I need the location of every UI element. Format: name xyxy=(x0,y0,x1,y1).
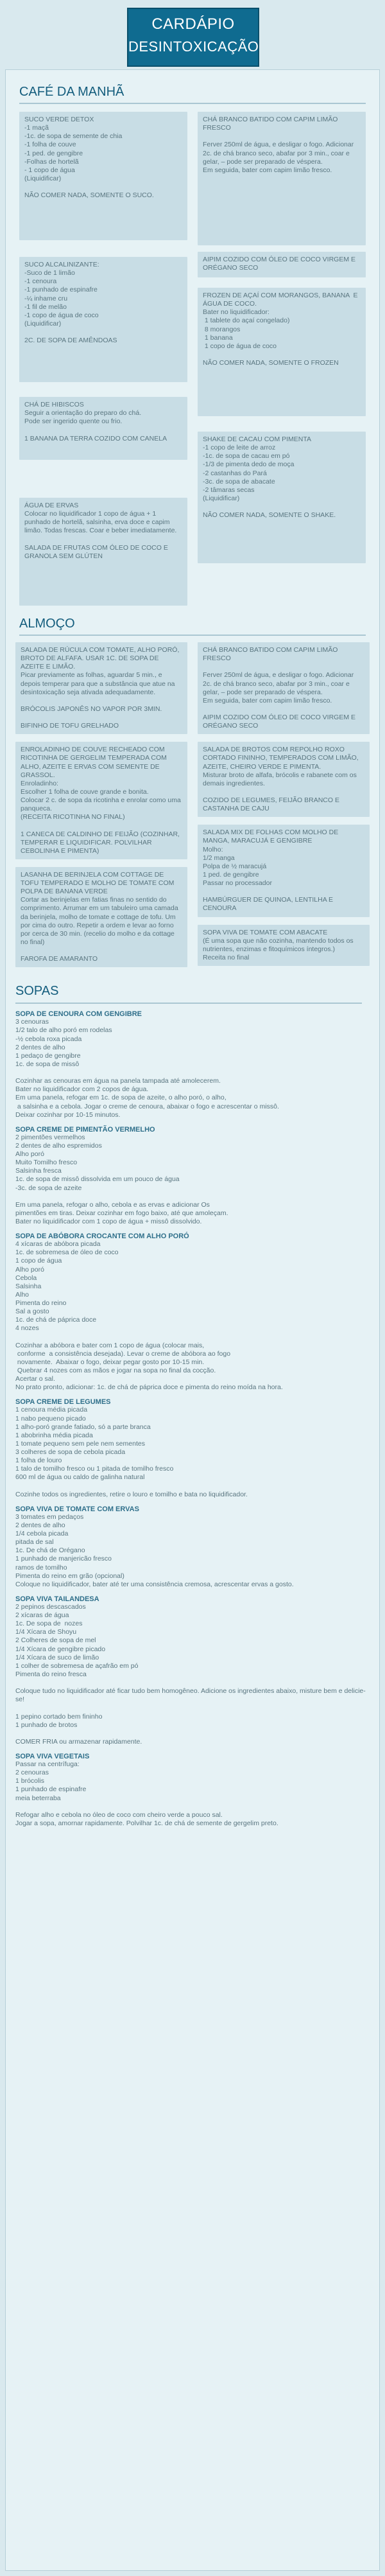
section-title-cafe: CAFÉ DA MANHÃ xyxy=(19,85,124,99)
sopa-item xyxy=(15,1126,370,1226)
sopa-body: 2 pepinos descascados 2 xícaras de água 1c. De sopa de nozes 1/4 Xícara de Shoyu 2 Colheres de sopa de mel 1/4 Xícara de gengibre picado 1/4 Xícara de suco de limão 1 colher de sobremesa de açafrão em pó Pimenta do reino fresca Coloque tudo no liquidificador até ficar tudo bem homogêneo. Adicione os ingredientes abaixo, misture bem e delicie-se! 1 pepino cortado bem fininho 1 punhado de brotos COMER FRIA ou armazenar rapidamente. xyxy=(15,1602,366,1746)
almoco-card-7: SOPA VIVA DE TOMATE COM ABACATE (É uma sopa que não cozinha, mantendo todos os nutrientes, enzimas e fitoquímicos íntegros.) Receita no final xyxy=(198,925,370,967)
cafe-card-5: CHÁ BRANCO BATIDO COM CAPIM LIMÃO FRESCO Ferver 250ml de água, e desligar o fogo. Adicionar 2c. de chá branco seco, abafar por 3 min., coar e gelar, – pode ser preparado de véspera. Em seguida, bater com capim limão fresco. xyxy=(198,112,366,245)
almoco-block xyxy=(15,642,370,1828)
section-title-sopas: SOPAS xyxy=(15,984,59,999)
sopa-item xyxy=(15,1505,370,1589)
section-divider xyxy=(19,635,366,636)
sopa-body: 1 cenoura média picada 1 nabo pequeno picado 1 alho-poró grande fatiado, só a parte branca 1 abobrinha média picada 1 tomate pequeno sem pele nem sementes 3 colheres de sopa de cebola picada 1 folha de louro 1 talo de tomilho fresco ou 1 pitada de tomilho fresco 600 ml de água ou caldo de galinha natural Cozinhe todos os ingredientes, retire o louro e tomilho e bata no liquidificador. xyxy=(15,1406,248,1498)
almoco-card-6: SALADA MIX DE FOLHAS COM MOLHO DE MANGA, MARACUJÁ E GENGIBRE Molho: 1/2 manga Polpa de ½ maracujá 1 ped. de gengibre Passar no processador HAMBÚRGUER DE QUINOA, LENTILHA E CENOURA xyxy=(198,825,370,916)
almoco-card-3: LASANHA DE BERINJELA COM COTTAGE DE TOFU TEMPERADO E MOLHO DE TOMATE COM POLPA DE BANANA VERDE Cortar as berinjelas em fatias finas no sentido do comprimento. Arrumar em um tabuleiro uma camada da berinjela, molho de tomate e cottage de tofu. Um por cima do outro. Repetir a ordem e levar ao forno por cerca de 30 min. (recelio do molho e da cottage no final) FAROFA DE AMARANTO xyxy=(15,867,187,967)
sopa-body: 3 cenouras 1/2 talo de alho poró em rodelas -½ cebola roxa picada 2 dentes de alho 1 pedaço de gengibre 1c. de sopa de missô Cozinhar as cenouras em água na panela tampada até amolecerem. Bater no liquidificador com 2 copos de água. Em uma panela, refogar em 1c. de sopa de azeite, o alho poró, o alho, a salsinha e a cebola. Jogar o creme de cenoura, abaixar o fogo e acrescentar o missô. Deixar cozinhar por 10-15 minutos. xyxy=(15,1018,279,1119)
cafe-card-8: SHAKE DE CACAU COM PIMENTA -1 copo de leite de arroz -1c. de sopa de cacau em pó -1/3 de pimenta dedo de moça -2 castanhas do Pará -3c. de sopa de abacate -2 tâmaras secas (Liquidificar) NÃO COMER NADA, SOMENTE O SHAKE. xyxy=(198,432,366,563)
sopa-title: SOPA VIVA DE TOMATE COM ERVAS xyxy=(15,1505,139,1513)
sopa-body: 3 tomates em pedaços 2 dentes de alho 1/4 cebola picada pitada de sal 1c. De chá de Orégano 1 punhado de manjericão fresco ramos de tomilho Pimenta do reino em grão (opcional) Coloque no liquidificador, bater até ter uma consistência cremosa, acrescentar ervas a gosto. xyxy=(15,1512,294,1588)
sopa-item xyxy=(15,1753,370,1828)
section-title-almoco: ALMOÇO xyxy=(19,617,75,631)
cafe-card-6: AIPIM COZIDO COM ÓLEO DE COCO VIRGEM E ORÉGANO SECO xyxy=(198,252,366,277)
sopa-title: SOPA DE CENOURA COM GENGIBRE xyxy=(15,1010,142,1019)
cafe-card-4: ÁGUA DE ERVAS Colocar no liquidificador 1 copo de água + 1 punhado de hortelã, salsinha, erva doce e capim limão. Todas frescas. Coar e beber imediatamente. SALADA DE FRUTAS COM ÓLEO DE COCO E GRANOLA SEM GLÚTEN xyxy=(19,498,187,606)
banner-subtitle: DESINTOXICAÇÃO xyxy=(128,39,259,55)
sopa-item xyxy=(15,1232,370,1392)
sopa-title: SOPA CREME DE PIMENTÃO VERMELHO xyxy=(15,1125,155,1134)
almoco-card-5: SALADA DE BROTOS COM REPOLHO ROXO CORTADO FININHO, TEMPERADOS COM LIMÃO, AZEITE, CHEIRO VERDE E PIMENTA. Misturar broto de alfafa, brócolis e rabanete com os demais ingredientes. COZIDO DE LEGUMES, FEIJÃO BRANCO E CASTANHA DE CAJU xyxy=(198,742,370,817)
almoco-card-2: ENROLADINHO DE COUVE RECHEADO COM RICOTINHA DE GERGELIM TEMPERADA COM ALHO, AZEITE E ERVAS COM SEMENTE DE GRASSOL. Enroladinho: Escolher 1 folha de couve grande e bonita. Colocar 2 c. de sopa da ricotinha e enrolar como uma panqueca. (RECEITA RICOTINHA NO FINAL) 1 CANECA DE CALDINHO DE FEIJÃO (COZINHAR, TEMPERAR E LIQUIDIFICAR. POLVILHAR CEBOLINHA E PIMENTA) xyxy=(15,742,187,859)
sopa-item xyxy=(15,1010,370,1119)
almoco-card-1: SALADA DE RÚCULA COM TOMATE, ALHO PORÓ, BROTO DE ALFAFA. USAR 1C. DE SOPA DE AZEITE E LIMÃO. Picar previamente as folhas, aguardar 5 min., e depois temperar para que a substância que atue na desintoxicação seja ativada adequadamente. BRÓCOLIS JAPONÊS NO VAPOR POR 3MIN. BIFINHO DE TOFU GRELHADO xyxy=(15,642,187,734)
banner-title: CARDÁPIO xyxy=(151,15,235,33)
sopa-title: SOPA CREME DE LEGUMES xyxy=(15,1398,111,1406)
sopas-list xyxy=(15,1010,370,1828)
sopa-body: Passar na centrífuga: 2 cenouras 1 brócolis 1 punhado de espinafre meia beterraba Refogar alho e cebola no óleo de coco com cheiro verde a pouco sal. Jogar a sopa, amornar rapidamente. Polvilhar 1c. de chá de semente de gergelim preto. xyxy=(15,1760,278,1827)
sopa-item xyxy=(15,1398,370,1498)
sopa-body: 2 pimentões vermelhos 2 dentes de alho espremidos Alho poró Muito Tomilho fresco Salsinha fresca 1c. de sopa de missô dissolvida em um pouco de água -3c. de sopa de azeite Em uma panela, refogar o alho, cebola e as ervas e adicionar Os pimentões em tiras. Deixar cozinhar em fogo baixo, até que amoleçam. Bater no liquidificador com 1 copo de água + missô dissolvido. xyxy=(15,1133,228,1225)
cafe-card-7: FROZEN DE AÇAÍ COM MORANGOS, BANANA E ÁGUA DE COCO. Bater no liquidificador: 1 tablete do açaí congelado) 8 morangos 1 banana 1 copo de água de coco NÃO COMER NADA, SOMENTE O FROZEN xyxy=(198,288,366,416)
section-divider xyxy=(15,1003,362,1004)
section-divider xyxy=(19,103,366,104)
sopa-title: SOPA DE ABÓBORA CROCANTE COM ALHO PORÓ xyxy=(15,1232,189,1241)
header-banner xyxy=(127,8,259,67)
sopa-item xyxy=(15,1595,370,1746)
sopa-title: SOPA VIVA TAILANDESA xyxy=(15,1595,99,1603)
almoco-card-4: CHÁ BRANCO BATIDO COM CAPIM LIMÃO FRESCO Ferver 250ml de água, e desligar o fogo. Adicionar 2c. de chá branco seco, abafar por 3 min., coar e gelar, – pode ser preparado de véspera. Em seguida, bater com capim limão fresco. AIPIM COZIDO COM ÓLEO DE COCO VIRGEM E ORÉGANO SECO xyxy=(198,642,370,734)
cafe-card-3: CHÁ DE HIBISCOS Seguir a orientação do preparo do chá. Pode ser ingerido quente ou frio. 1 BANANA DA TERRA COZIDO COM CANELA xyxy=(19,397,187,460)
sopa-title: SOPA VIVA VEGETAIS xyxy=(15,1753,90,1760)
sopa-body: 4 xícaras de abóbora picada 1c. de sobremesa de óleo de coco 1 copo de água Alho poró Cebola Salsinha Alho Pimenta do reino Sal a gosto 1c. de chá de páprica doce 4 nozes Cozinhar a abóbora e bater com 1 copo de água (colocar mais, conforme a consistência desejada). Levar o creme de abóbora ao fogo novamente. Abaixar o fogo, deixar pegar gosto por 10-15 min. Quebrar 4 nozes com as mãos e jogar na sopa no final da cocção. Acertar o sal. No prato pronto, adicionar: 1c. de chá de páprica doce e pimenta do reino moída na hora. xyxy=(15,1240,283,1392)
cafe-card-1: SUCO VERDE DETOX -1 maçã -1c. de sopa de semente de chia -1 folha de couve -1 ped. de gengibre -Folhas de hortelã - 1 copo de água (Liquidificar) NÃO COMER NADA, SOMENTE O SUCO. xyxy=(19,112,187,240)
cafe-card-2: SUCO ALCALINIZANTE: -Suco de 1 limão -1 cenoura -1 punhado de espinafre -¼ inhame cru -1 fil de melão -1 copo de água de coco (Liquidificar) 2C. DE SOPA DE AMÊNDOAS xyxy=(19,257,187,382)
